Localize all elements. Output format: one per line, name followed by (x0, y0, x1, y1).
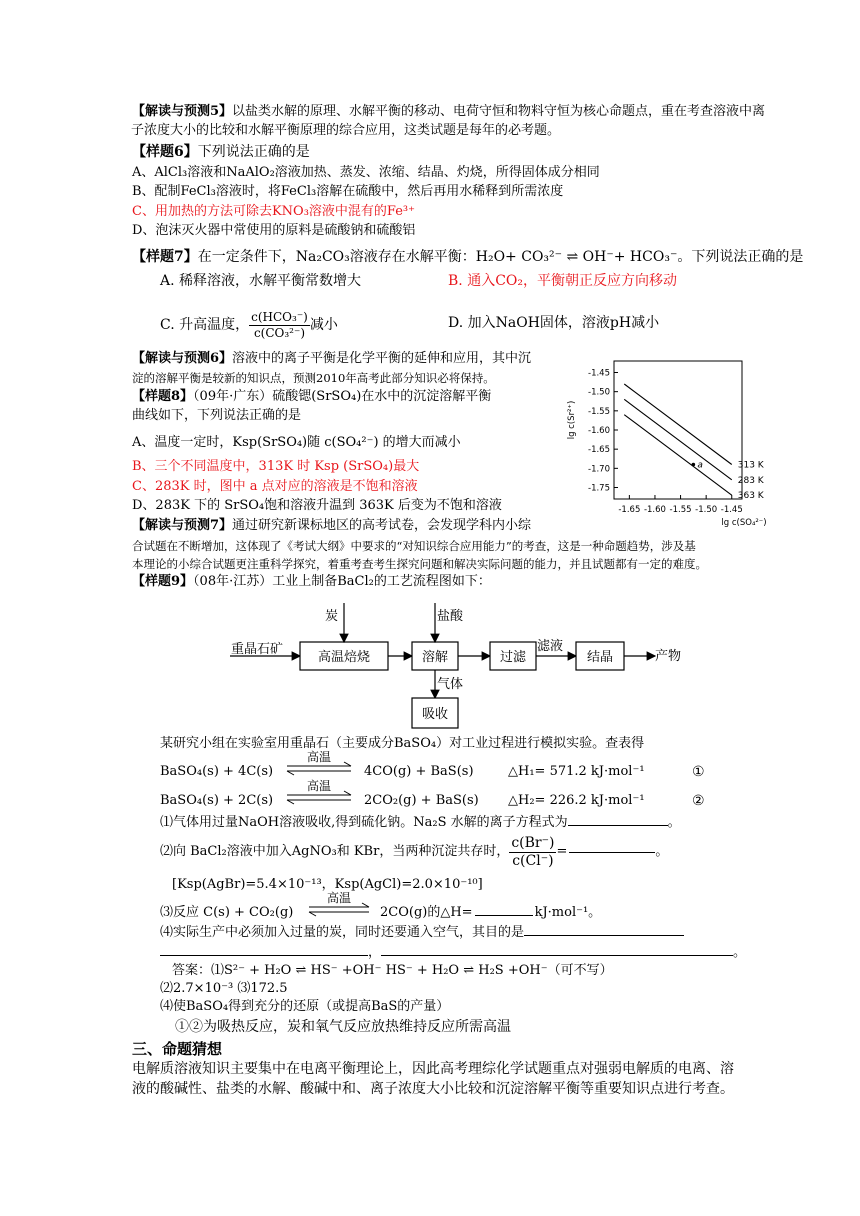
equation-2-right: 2CO₂(g) + BaS(s) (364, 793, 479, 808)
equation-1-right: 4CO(g) + BaS(s) (364, 764, 474, 779)
part-4-answer-blank-1[interactable] (524, 935, 684, 936)
part-2-text: ⑵向 BaCl₂溶液中加入AgNO₃和 KBr，当两种沉淀共存时， (160, 844, 510, 859)
section-6-line-1 (132, 350, 531, 368)
question-7-option-b: B. 通入CO₂，平衡朝正反应方向移动 (448, 273, 677, 289)
part-4-answer-blank-2[interactable] (160, 955, 368, 956)
part-3-left: ⑶反应 C(s) + CO₂(g) (160, 905, 294, 920)
bromide-chloride-ratio (509, 835, 556, 870)
part-3-condition: 高温 (326, 891, 352, 905)
question-6-text: 下列说法正确的是 (197, 144, 310, 160)
point-a-marker (692, 463, 696, 467)
flow-label-filtrate: 滤液 (537, 639, 564, 654)
part-4-end: 。 (733, 945, 747, 960)
question-8-heading: 【样题8】 (132, 389, 194, 404)
answer-line-3: ⑷使BaSO₄得到充分的还原（或提高BaS的产量） (160, 999, 450, 1014)
section-7-body-1: 通过研究新课标地区的高考试卷，会发现学科内小综 (232, 518, 532, 533)
equation-1-condition: 高温 (306, 750, 332, 764)
equation-2-left: BaSO₄(s) + 2C(s) (160, 793, 274, 808)
series-label: 363 K (737, 491, 764, 502)
question-6-heading: 【样题6】 (132, 144, 198, 160)
x-tick-label: -1.55 (669, 505, 692, 515)
part-1: ⑴气体用过量NaOH溶液吸收,得到硫化钠。Na₂S 水解的离子方程式为 。 (160, 815, 681, 830)
part-1-text: ⑴气体用过量NaOH溶液吸收,得到硫化钠。Na₂S 水解的离子方程式为 (160, 815, 568, 830)
flow-label-raw-ore: 重晶石矿 (231, 642, 284, 657)
process-flow-chart (225, 598, 695, 733)
answer-line-4: ①②为吸热反应，炭和氧气反应放热维持反应所需高温 (175, 1019, 511, 1035)
question-6-stem (132, 143, 310, 161)
part-4-answer-blank-3[interactable] (381, 955, 733, 956)
answer-line-1: 答案：⑴S²⁻ + H₂O ⇌ HS⁻ +OH⁻ HS⁻ + H₂O ⇌ H₂S +OH⁻（可不写） (172, 963, 613, 978)
ksp-data: [Ksp(AgBr)=5.4×10⁻¹³，Ksp(AgCl)=2.0×10⁻¹⁰] (172, 877, 483, 892)
plot-frame (614, 361, 742, 499)
series-line (624, 415, 732, 496)
equilibrium-arrow-2 (284, 779, 354, 811)
series-label: 283 K (737, 475, 764, 486)
section-3-body-2: 液的酸碱性、盐类的水解、酸碱中和、离子浓度大小比较和沉淀溶解平衡等重要知识点进行考查。 (132, 1081, 734, 1097)
question-7-stem (132, 248, 803, 266)
series-label: 313 K (737, 460, 764, 471)
y-axis-label: lg c(Sr²⁺) (567, 400, 577, 440)
equation-2-condition: 高温 (306, 779, 332, 793)
section-7-body-2: 合试题在不断增加，这体现了《考试大纲》中要求的“对知识综合应用能力”的考查，这是一种命题趋势，涉及基 (132, 539, 696, 553)
ratio-numerator: c(Br⁻) (511, 834, 555, 851)
section-6-body-1: 溶液中的离子平衡是化学平衡的延伸和应用，其中沉 (232, 351, 532, 366)
question-7-heading: 【样题7】 (132, 249, 198, 265)
question-9-intro: 某研究小组在实验室用重晶石（主要成分BaSO₄）对工业过程进行模拟实验。查表得 (160, 736, 645, 751)
flow-label-product: 产物 (655, 649, 682, 664)
series-line (624, 399, 732, 480)
question-6-option-c: C、用加热的方法可除去KNO₃溶液中混有的Fe³⁺ (132, 204, 415, 219)
x-tick-label: -1.60 (643, 505, 666, 515)
question-8-option-d: D、283K 下的 SrSO₄饱和溶液升温到 363K 后变为不饱和溶液 (132, 498, 502, 513)
section-6-heading: 【解读与预测6】 (132, 351, 233, 366)
question-7-text: 在一定条件下，Na₂CO₃溶液存在水解平衡：H₂O+ CO₃²⁻ ⇌ OH⁻+ HCO₃⁻。下列说法正确的是 (197, 249, 804, 265)
question-9-heading: 【样题9】 (132, 574, 194, 589)
part-2: ⑵向 BaCl₂溶液中加入AgNO₃和 KBr，当两种沉淀共存时， $\frac{c(Br^-)}{c(Cl^-)}$ = 。 (160, 834, 669, 869)
question-6-option-d: D、泡沫灭火器中常使用的原料是硫酸钠和硫酸铝 (132, 223, 416, 238)
fraction-numerator: c(HCO₃⁻) (251, 309, 308, 324)
y-tick-label: -1.75 (588, 483, 610, 494)
flow-box-filter-label: 过滤 (499, 650, 527, 665)
part-4-separator: ， (368, 945, 382, 960)
y-tick-label: -1.55 (588, 406, 610, 417)
equation-1-number: ① (692, 764, 705, 780)
question-6-option-b: B、配制FeCl₃溶液时，将FeCl₃溶解在硫酸中，然后再用水稀释到所需浓度 (132, 184, 564, 199)
question-7-option-a: A. 稀释溶液，水解平衡常数增大 (160, 273, 362, 289)
question-8-text: （09年·广东）硫酸锶(SrSO₄)在水中的沉淀溶解平衡 (193, 389, 492, 404)
flow-box-absorb-label: 吸收 (421, 707, 449, 722)
x-tick-label: -1.50 (695, 505, 718, 515)
section-7-body-3: 本理论的小综合试题更注重科学探究，着重考查考生探究问题和解决实际问题的能力，并且试题都有一定的难度。 (132, 557, 707, 571)
part-1-answer-blank[interactable] (568, 825, 668, 826)
flow-box-dissolve-label: 溶解 (421, 650, 449, 665)
solubility-chart (560, 355, 790, 533)
question-8-option-c: C、283K 时，图中 a 点对应的溶液是不饱和溶液 (132, 479, 418, 494)
equilibrium-arrow-3 (306, 891, 372, 923)
equation-2-enthalpy: △H₂= 226.2 kJ·mol⁻¹ (508, 793, 645, 808)
equilibrium-arrow-1 (284, 750, 354, 782)
section-6-body-2: 淀的溶解平衡是较新的知识点，预测2010年高考此部分知识必将保持。 (132, 371, 495, 385)
part-3-right (380, 904, 601, 922)
part-2-answer-blank[interactable] (569, 852, 655, 853)
flow-label-gas: 气体 (437, 677, 464, 692)
equation-2-number: ② (692, 793, 705, 809)
part-3-right-text: 2CO(g)的△H= (380, 905, 473, 920)
flow-box-roast-label: 高温焙烧 (317, 650, 371, 665)
section-5-heading: 【解读与预测5】 (132, 104, 233, 119)
part-3-answer-blank[interactable] (475, 915, 533, 916)
question-9-stem (132, 573, 491, 591)
section-3-title: 三、命题猜想 (132, 1040, 223, 1058)
question-6-option-a: A、AlCl₃溶液和NaAlO₂溶液加热、蒸发、浓缩、结晶、灼烧，所得固体成分相同 (132, 165, 600, 180)
flow-label-carbon: 炭 (325, 609, 339, 624)
section-5-body-1: 以盐类水解的原理、水解平衡的移动、电荷守恒和物料守恒为核心命题点，重在考查溶液中离 (232, 104, 766, 119)
part-3-unit: kJ·mol⁻¹。 (534, 905, 602, 920)
part-2-equals: = (556, 844, 568, 859)
fraction-denominator: c(CO₃²⁻) (253, 325, 306, 340)
question-7-option-c (160, 299, 338, 351)
flow-box-crystallize-label: 结晶 (586, 650, 614, 665)
section-5-body-2: 子浓度大小的比较和水解平衡原理的综合应用，这类试题是每年的必考题。 (131, 123, 561, 138)
section-7-line-1 (132, 517, 531, 535)
part-4-line-2 (160, 944, 746, 962)
series-line (624, 384, 732, 465)
y-tick-label: -1.45 (588, 368, 610, 379)
question-7-option-c-suffix: 减小 (309, 317, 338, 333)
section-5-line-1 (132, 103, 765, 121)
x-tick-label: -1.45 (720, 505, 743, 515)
question-8-option-b: B、三个不同温度中，313K 时 Ksp (SrSO₄)最大 (132, 459, 420, 474)
x-axis-label: lg c(SO₄²⁻) (721, 518, 767, 528)
y-tick-label: -1.60 (588, 426, 610, 436)
y-tick-label: -1.70 (588, 464, 610, 475)
question-8-stem-1 (132, 388, 491, 406)
y-tick-label: -1.65 (588, 445, 610, 456)
question-7-option-c-prefix: C. 升高温度， (160, 317, 250, 333)
section-3-body-1: 电解质溶液知识主要集中在电离平衡理论上，因此高考理综化学试题重点对强弱电解质的电离、溶 (132, 1061, 734, 1077)
concentration-ratio-fraction (249, 310, 310, 341)
ratio-denominator: c(Cl⁻) (512, 852, 554, 869)
question-8-stem-2: 曲线如下，下列说法正确的是 (132, 408, 302, 423)
question-9-text: （08年·江苏）工业上制备BaCl₂的工艺流程图如下： (193, 574, 491, 589)
question-8-option-a: A、温度一定时，Ksp(SrSO₄)随 c(SO₄²⁻) 的增大而减小 (132, 435, 461, 450)
equation-1-left: BaSO₄(s) + 4C(s) (160, 764, 274, 779)
part-4-text: ⑷实际生产中必须加入过量的炭，同时还要通入空气，其目的是 (160, 925, 525, 940)
x-tick-label: -1.65 (618, 505, 641, 515)
question-7-option-d: D. 加入NaOH固体，溶液pH减小 (448, 315, 660, 331)
point-a-label: a (697, 460, 703, 471)
equation-1-enthalpy: △H₁= 571.2 kJ·mol⁻¹ (508, 764, 645, 779)
flow-label-acid: 盐酸 (437, 609, 464, 624)
part-4 (160, 924, 684, 942)
y-tick-label: -1.50 (588, 387, 610, 398)
section-7-heading: 【解读与预测7】 (132, 518, 233, 533)
answer-line-2: ⑵2.7×10⁻³ ⑶172.5 (160, 981, 288, 996)
